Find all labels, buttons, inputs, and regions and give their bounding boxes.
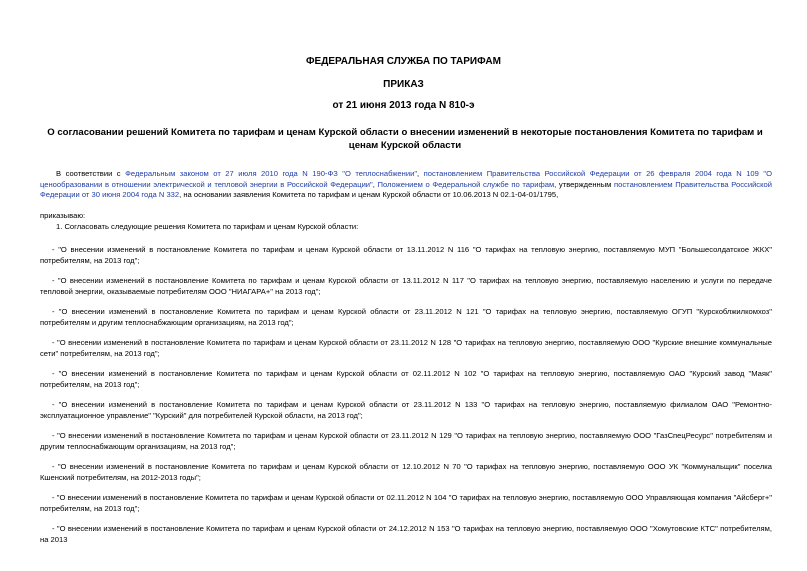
list-item: - "О внесении изменений в постановление Комитета по тарифам и ценам Курской области от 23.11.2012 N 129 "О тарифах на тепловую энергию, поставляемую ООО "ГазСпецРесурс" потребителям и другим теплоснабжающим организациям, на 2013 год"; (40, 431, 772, 451)
intro-text-5: , на основании заявления Комитета по тарифам и ценам Курской области от 10.06.2013 N 02.1-04-01/1795, (179, 190, 559, 200)
link-fst-regulation[interactable]: Положением о Федеральной службе по тарифам (377, 179, 555, 189)
list-item: - "О внесении изменений в постановление Комитета по тарифам и ценам Курской области от 23.11.2012 N 128 "О тарифах на тепловую энергию, поставляемую ООО "Курские внешние коммунальные сети" потребителям, на 2013 год"; (40, 338, 772, 358)
list-item: - "О внесении изменений в постановление Комитета по тарифам и ценам Курской области от 02.11.2012 N 102 "О тарифах на тепловую энергию, поставляемую ОАО "Курский завод "Маяк" потребителям, на 2013 год"; (40, 369, 772, 389)
link-government-decree-332[interactable]: постановлением Правительства Российской Федерации от 30 июня 2004 года N 332 (40, 179, 772, 200)
date-number-heading: от 21 июня 2013 года N 810-э (332, 100, 475, 111)
link-government-decree-109[interactable]: постановлением Правительства Российской Федерации от 26 февраля 2004 года N 109 "О ценообразовании в отношении электрической и тепловой энергии в Российской Федерации" (40, 169, 772, 189)
list-item: - "О внесении изменений в постановление Комитета по тарифам и ценам Курской области от 13.11.2012 N 116 "О тарифах на тепловую энергию, поставляемую МУП "Большесолдатское ЖКХ" потребителям, на 2013 год"; (40, 245, 772, 265)
link-federal-law[interactable]: Федеральным законом от 27 июля 2010 года N 190-ФЗ "О теплоснабжении" (125, 169, 418, 178)
intro-text-3: , (372, 179, 378, 189)
intro-text-1: В соответствии с (56, 169, 126, 178)
item-1: 1. Согласовать следующие решения Комитета по тарифам и ценам Курской области: (56, 222, 359, 231)
list-item: - "О внесении изменений в постановление Комитета по тарифам и ценам Курской области от 13.11.2012 N 117 "О тарифах на тепловую энергию, поставляемую населению и услуги по передаче тепловой энергии, оказываемые потребителям ООО "НИАГАРА+" на 2013 год"; (40, 276, 772, 296)
list-item: - "О внесении изменений в постановление Комитета по тарифам и ценам Курской области от 12.10.2012 N 70 "О тарифах на тепловую энергию, поставляемую ООО УК "Коммунальщик" поселка Кшенский потребителям, на 2012-2013 годы"; (40, 462, 772, 482)
agency-heading: ФЕДЕРАЛЬНАЯ СЛУЖБА ПО ТАРИФАМ (306, 56, 501, 67)
list-item: - "О внесении изменений в постановление Комитета по тарифам и ценам Курской области от 23.11.2012 N 133 "О тарифах на тепловую энергию, поставляемую филиалом ОАО "Ремонтно-эксплуатационное управление" "Курский" для потребителей Курской области, на 2013 год"; (40, 400, 772, 420)
order-word: приказываю: (40, 211, 86, 220)
list-item: - "О внесении изменений в постановление Комитета по тарифам и ценам Курской области от 24.12.2012 N 153 "О тарифах на тепловую энергию, поставляемую ООО "Хомутовские КТС" потребителям, на 2013 (40, 524, 772, 544)
document-title: О согласовании решений Комитета по тарифам и ценам Курской области о внесении изменений в некоторые постановления Комитета по тарифам и ценам Курской области (47, 127, 763, 151)
intro-paragraph (40, 169, 772, 201)
list-item: - "О внесении изменений в постановление Комитета по тарифам и ценам Курской области от 02.11.2012 N 104 "О тарифах на тепловую энергию, поставляемую ООО Управляющая компания "Айсберг+" потребителям, на 2013 год"; (40, 493, 772, 513)
intro-text-2: , (417, 169, 424, 178)
doc-type-heading: ПРИКАЗ (383, 79, 424, 90)
intro-text-4: , утвержденным (554, 179, 615, 189)
list-item: - "О внесении изменений в постановление Комитета по тарифам и ценам Курской области от 23.11.2012 N 121 "О тарифах на тепловую энергию, поставляемую ОГУП "Курскоблжилкомхоз" потребителям и другим теплоснабжающим организациям, на 2013 год"; (40, 307, 772, 327)
